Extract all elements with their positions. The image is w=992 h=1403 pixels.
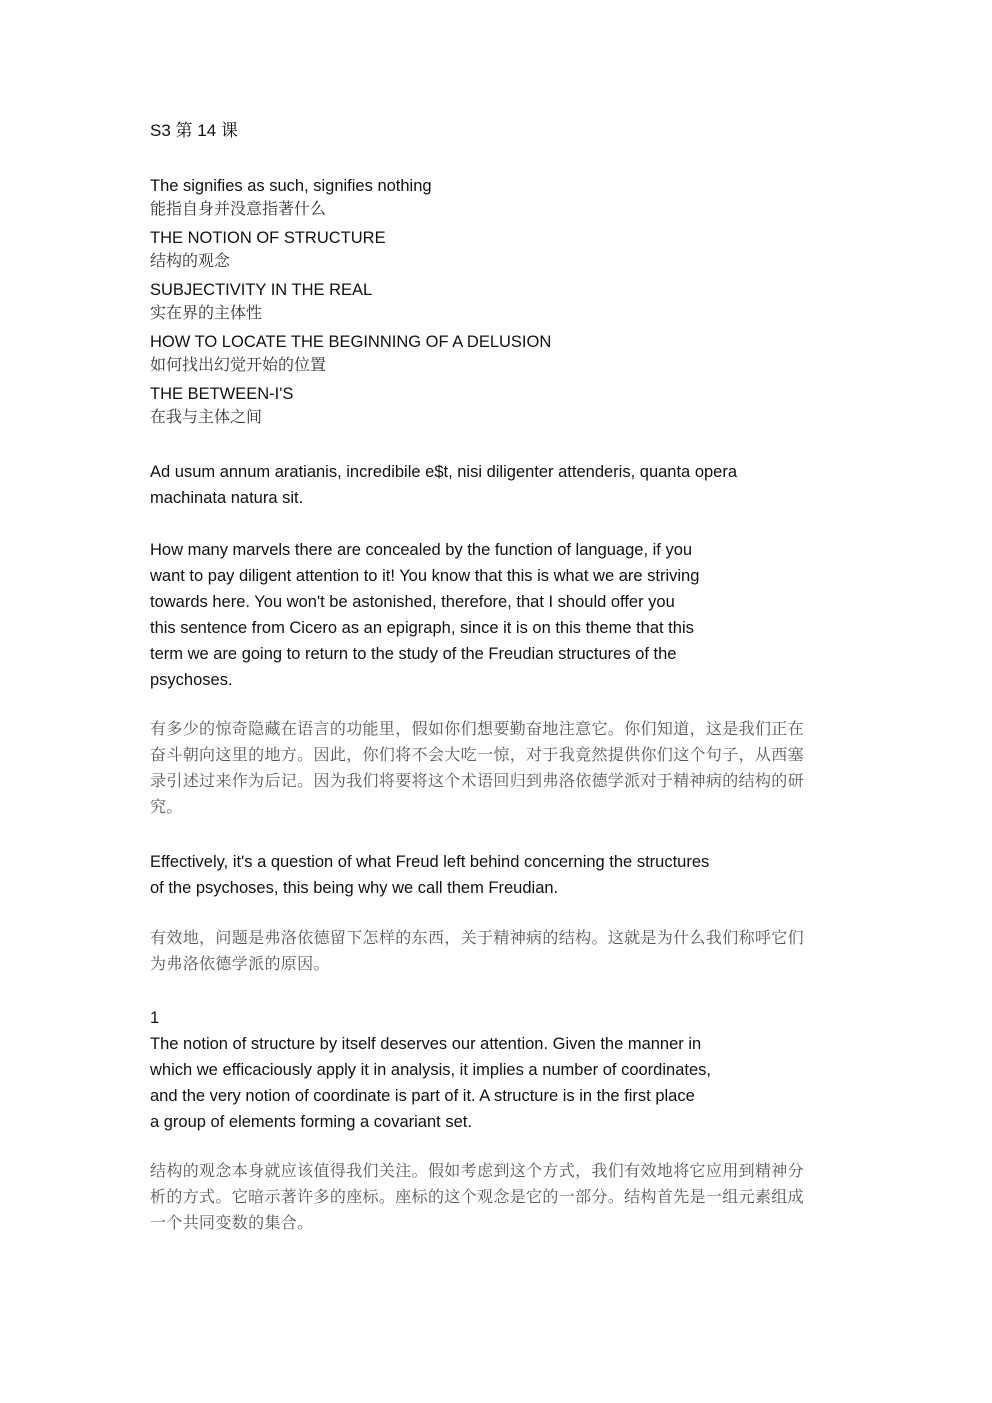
paragraph-en-line: towards here. You won't be astonished, therefore, that I should offer you [150, 593, 675, 611]
paragraph-zh-line: 结构的观念本身就应该值得我们关注。假如考虑到这个方式，我们有效地将它应用到精神分 [150, 1161, 805, 1180]
paragraph-zh-line: 奋斗朝向这里的地方。因此，你们将不会大吃一惊，对于我竟然提供你们这个句子，从西塞 [150, 745, 805, 764]
paragraph-en-line: How many marvels there are concealed by the function of language, if you [150, 541, 693, 559]
toc-item-en: HOW TO LOCATE THE BEGINNING OF A DELUSION [150, 333, 552, 351]
toc-item-zh: 在我与主体之间 [150, 407, 263, 426]
paragraph-zh-line: 有多少的惊奇隐藏在语言的功能里，假如你们想要勤奋地注意它。你们知道，这是我们正在 [150, 719, 805, 738]
paragraph-en-line: The notion of structure by itself deserves our attention. Given the manner in [150, 1035, 702, 1053]
toc-item-en: SUBJECTIVITY IN THE REAL [150, 281, 373, 299]
paragraph-zh-line: 究。 [150, 797, 183, 816]
paragraph-zh-line: 有效地，问题是弗洛依德留下怎样的东西，关于精神病的结构。这就是为什么我们称呼它们 [150, 928, 805, 947]
paragraph-zh-line: 录引述过来作为后记。因为我们将要将这个术语回归到弗洛依德学派对于精神病的结构的研 [150, 771, 805, 790]
toc-item-zh: 如何找出幻觉开始的位置 [150, 355, 327, 374]
paragraph-en-line: want to pay diligent attention to it! You know that this is what we are striving [150, 567, 700, 585]
paragraph-en-line: Effectively, it's a question of what Freud left behind concerning the structures [150, 853, 710, 871]
paragraph-en-line: a group of elements forming a covariant set. [150, 1113, 472, 1131]
toc-item-en: The signifies as such, signifies nothing [150, 177, 432, 195]
toc-item-zh: 结构的观念 [150, 251, 231, 270]
toc-item-en: THE BETWEEN-I'S [150, 385, 294, 403]
paragraph-en-line: of the psychoses, this being why we call them Freudian. [150, 879, 559, 897]
toc-item-zh: 实在界的主体性 [150, 303, 263, 322]
epigraph-line: Ad usum annum aratianis, incredibile e$t, nisi diligenter attenderis, quanta opera [150, 463, 738, 481]
epigraph-line: machinata natura sit. [150, 489, 304, 507]
lesson-title: S3 第 14 课 [150, 121, 238, 140]
paragraph-en-line: which we efficaciously apply it in analysis, it implies a number of coordinates, [150, 1061, 711, 1079]
paragraph-zh-line: 为弗洛依德学派的原因。 [150, 954, 330, 973]
paragraph-zh-line: 析的方式。它暗示著许多的座标。座标的这个观念是它的一部分。结构首先是一组元素组成 [150, 1187, 805, 1206]
toc-item-zh: 能指自身并没意指著什么 [150, 199, 327, 218]
toc-item-en: THE NOTION OF STRUCTURE [150, 229, 386, 247]
section-number: 1 [150, 1009, 160, 1027]
paragraph-en-line: term we are going to return to the study of the Freudian structures of the [150, 645, 677, 663]
paragraph-en-line: this sentence from Cicero as an epigraph, since it is on this theme that this [150, 619, 694, 637]
paragraph-zh-line: 一个共同变数的集合。 [150, 1213, 314, 1232]
paragraph-en-line: psychoses. [150, 671, 233, 689]
paragraph-en-line: and the very notion of coordinate is part of it. A structure is in the first place [150, 1087, 695, 1105]
